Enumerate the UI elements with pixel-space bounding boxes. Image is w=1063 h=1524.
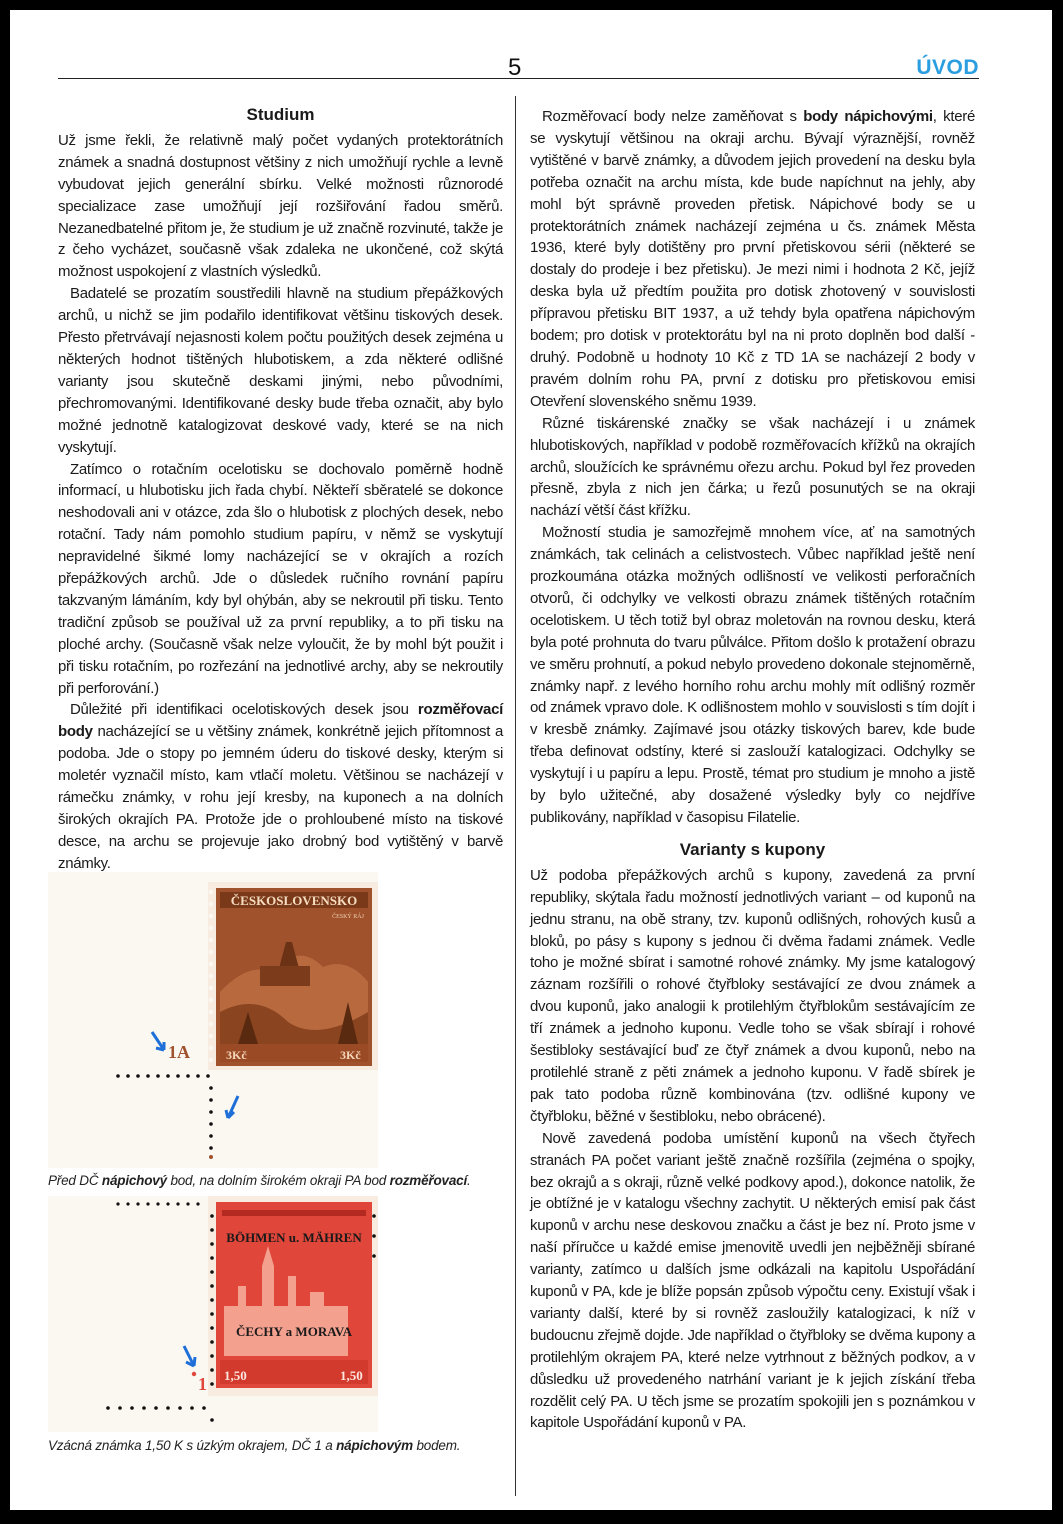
bold-term: rozměřovací: [389, 1173, 467, 1188]
paragraph: Různé tiskárenské značky se však nacházejí i u známek hlubotiskových, například v podobě rozměřovacích křížků na okrajích archů, sloužících ke správnému ořezu archu. Pokud byl řez proveden přesně, zbyla z nich jen čárka; u řezů posunutých se na okraji nachází větší část křížku.: [530, 414, 975, 520]
heading-studium: Studium: [246, 105, 315, 124]
plate-mark-1a: 1A: [168, 1042, 190, 1062]
stamp-place-text: ČESKÝ RÁJ: [332, 914, 364, 920]
heading-varianty: Varianty s kupony: [679, 839, 826, 859]
figure-stamp-brown: [48, 872, 378, 1168]
stamp-red-image: [48, 1196, 378, 1432]
stamp-country-text: ČESKOSLOVENSKO: [230, 893, 358, 908]
paragraph: Nově zavedená podoba umístění kuponů na všech čtyřech stranách PA počet variant ještě značně rozšířila (zejména o spojky, bez okrajů a s okraji, různě velké podkovy apod.), dokonce natolik, že je obtížné je v katalogu všechny zachytit. U některých emisí pak část kuponů v archu nese deskovou značku a část je bez ní. Proto jsme v naší příručce u každé emise jmenovitě uvedli jen nejběžněji sbírané varianty, zatímco u dalších jsme odkázali na kapitolu Uspořádání kuponů v PA, kde je blíže popsán způsob výpočtu ceny. Existují však i varianty další, které by si rovněž zasloužily katalogizaci, k níž v budoucnu zřejmě dojde. Jde například o čtyřbloky se dvěma kupony a protilehlým okrajem PA, které nelze vytrhnout z běžných podkov, a v důsledku už provedeného natrhání variant je k jejich získání třeba rozdělit celý PA. U těch jsme se prozatím spokojili jen s poznámkou v kapitole Uspořádání kuponů v PA.: [530, 1129, 975, 1432]
section-title: ÚVOD: [916, 56, 979, 79]
overprint-top: BÖHMEN u. MÄHREN: [226, 1230, 362, 1245]
text-run: Rozměřovací body nelze zaměňovat s: [542, 108, 804, 125]
bold-term: nápichový: [101, 1173, 167, 1188]
paragraph: Zatímco o rotačním ocelotisku se dochovalo poměrně hodně informací, u hlubotisku jich řada chybí. Někteří sběratelé se dokonce neshodovali ani v otázce, zda šlo o hlubotisk z plochých desek, nebo rotační. Tady nám pomohlo studium papíru, v němž se vyskytují nepravidelné šikmé lomy nacházející se v okrajích a rozích přepážkových archů. Jde o důsledek ručního rovnání papíru takzvaným lámáním, kdy byl ohýbán, aby se nekroutil při tisku. Tento tradiční způsob se používal už za první republiky, a to při tisku na ploché archy. (Současně však nelze vyloučit, že by mohl být použit i při tisku rotačním, po rozřezání na jednotlivé archy, aby se nekroutily při perforování.): [58, 460, 503, 697]
overprint-bottom: ČECHY a MORAVA: [235, 1324, 353, 1339]
paragraph: Badatelé se prozatím soustředili hlavně na studium přepážkových archů, u nichž se jim podařilo identifikovat většinu tiskových desek. Přesto přetrvávají nejasnosti kolem počtu použitých desek zejména u některých hodnot tištěných hlubotiskem, a zda některé odlišné varianty jsou skutečně deskami jinými, nebo původními, přechromovanými. Identifikované desky bude třeba označit, aby bylo možné jednotně katalogizovat deskové vady, které se na nich vyskytují.: [58, 285, 503, 456]
header-rule: [58, 78, 979, 79]
paragraph: Už podoba přepážkových archů s kupony, zavedená za první republiky, skýtala řadu možností jednotlivých variant – od kuponů na jednu stranu, na obě strany, tzv. kuponů odlišných, rohových kusů a bloků, po pásy s kupony s jednou či dvěma řadami známek. Vedle toho je možné sbírat i samotné rohové známky. My jsme katalogový záznam rozšířili o rohové čtyřbloky sestávající ze dvou známek a dvou kuponů, jako analogii k protilehlým čtyřblokům sestávajícím ze tří známek a jednoho kuponu. Vedle toho se však sbírají i rohové šestibloky sestávající buď ze čtyř známek a dvou kuponů, nebo na protilehlé straně z pěti známek a jednoho kuponu. V řadě sbírek je pak tato podoba různě kombinována (tzv. odlišné kupony ve čtyřbloku, běžné v šestibloku, nebo obrácené).: [530, 866, 975, 1125]
stamp-value-left: 3Kč: [226, 1048, 247, 1062]
plate-mark-1: 1: [198, 1374, 207, 1394]
text-run: , které se vyskytují většinou na okraji archu. Bývají výraznější, rovněž vytištěné v barvě známky, a důvodem jejich provedení na desku byla potřeba označit na archu místa, kde bude napíchnut na jehly, aby mohl být správně proveden přetisk. Nápichové body se u protektorátních známek nacházejí zejména u čs. známek Města 1936, které byly dotištěny pro první přetiskovou sérii (některé se dostaly do prodeje i bez přetisku). Je mezi nimi i hodnota 2 Kč, jejíž deska byla už předtím použita pro dotisk zhotovený v souvislosti přípravou přetisku BIT 1937, a už tehdy byla opatřena nápichovým bodem; pro dotisk v protektorátu byl na ni proto doplněn bod další - druhý. Podobně u hodnoty 10 Kč z TD 1A se nacházejí 2 body v pravém dolním rohu PA, první z dotisku pro přetiskovou emisi Otevření slovenského sněmu 1939.: [530, 108, 975, 410]
text-run: bod, na dolním širokém okraji PA bod: [166, 1173, 390, 1188]
stamp-brown-image: [48, 872, 378, 1168]
paragraph: [530, 106, 975, 413]
right-column: [530, 106, 975, 1434]
page: [10, 10, 1052, 1510]
bold-term: nápichovým: [336, 1438, 413, 1453]
paragraph: [58, 699, 503, 874]
stamp-value-right: 1,50: [340, 1368, 363, 1383]
left-column: [58, 102, 503, 875]
stamp-value-left: 1,50: [224, 1368, 247, 1383]
bold-term: body nápichovými: [803, 108, 933, 125]
stamp-value-right: 3Kč: [340, 1048, 361, 1062]
page-number: 5: [508, 54, 522, 81]
text-run: nacházející se u většiny známek, konkrétně jejich přítomnost a podoba. Jde o stopy po jemném úderu do tiskové desky, kterým si moletér vyznačil místo, kam vtlačí moletu. Většinou se nacházejí v rámečku známky, v rohu její kresby, na kuponech a na dolních širokých okrajích PA. Protože jde o prohloubené místo na tiskové desce, na archu se projevuje jako drobný bod vytištěný v barvě známky.: [58, 723, 503, 872]
figure-stamp-red: [48, 1196, 378, 1432]
paragraph: Už jsme řekli, že relativně malý počet vydaných protektorátních známek a snadná dostupnost většiny z nich umožňují rychle a levně vybudovat jejich generální sbírku. Velké možnosti různorodé specializace zase umožňují její rozšiřování řadou směrů. Nezanedbatelné přitom je, že studium je už značně rozvinuté, takže je z čeho vycházet, současně však zdaleka ne ukončené, což skýtá možnost uspokojení z vlastních výsledků.: [58, 131, 503, 281]
paragraph: Možností studia je samozřejmě mnohem více, ať na samotných známkách, tak celinách a celistvostech. Vůbec například ještě není prozkoumána otázka možných odlišností ve velikosti perforačních otvorů, či odchylky ve velkosti obrazu známek tištěných rotačním ocelotiskem. U těch totiž byl obraz moletován na rovnou desku, která byla poté prohnuta do tvaru půlválce. Přitom došlo k protažení obrazu ve směru prohnutí, a pokud nebylo provedeno dokonale stejnoměrně, známky např. z levého horního rohu archu mohly mít odlišný rozměr od známek vpravo dole. K odlišnostem mohlo v souvislosti s tím dojít i v kresbě známky. Zajímavé jsou otázky tiskových barev, kde bude třeba definovat odstíny, které si zaslouží katalogizaci. Odchylky se vyskytují i u papíru a lepu. Prostě, témat pro studium je mnoho a jistě by bylo užitečné, aby dosažené výsledky byly co nejdříve publikovány, například v časopisu Filatelie.: [530, 524, 975, 826]
text-run: .: [467, 1173, 471, 1188]
figure2-caption: [48, 1438, 508, 1453]
text-run: Před DČ: [48, 1173, 102, 1188]
text-run: Důležité při identifikaci ocelotiskových desek jsou: [70, 701, 418, 719]
column-divider: [515, 96, 516, 1496]
text-run: Vzácná známka 1,50 K s úzkým okrajem, DČ 1 a: [48, 1438, 337, 1453]
figure1-caption: [48, 1173, 508, 1188]
bold-term: rozměřovací body: [58, 701, 503, 741]
text-run: bodem.: [412, 1438, 461, 1453]
